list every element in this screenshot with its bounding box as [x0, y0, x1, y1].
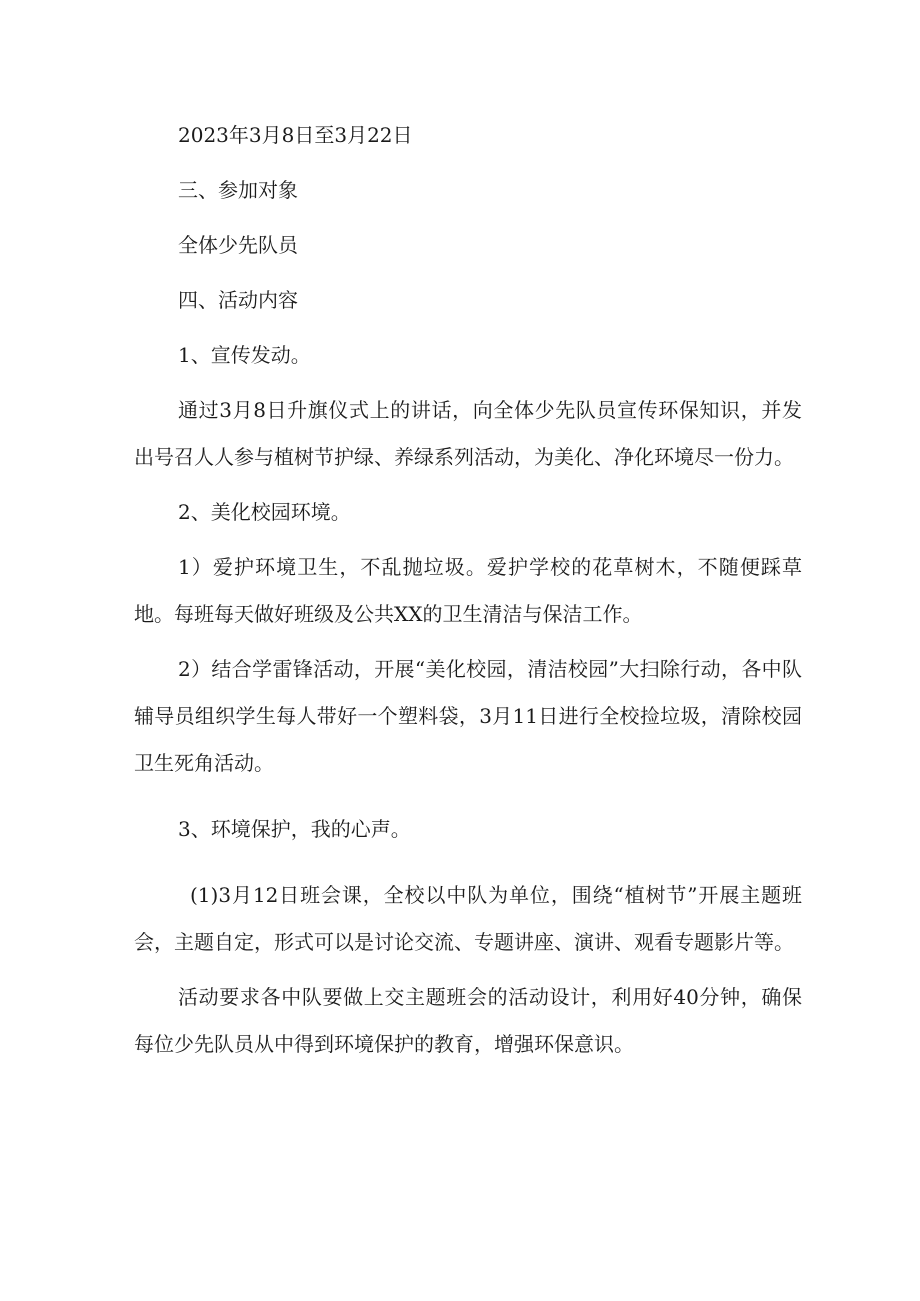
paragraph-publicity: 通过3月8日升旗仪式上的讲话，向全体少先队员宣传环保知识，并发出号召人人参与植树节护绿、养绿系列活动，为美化、净化环境尽一份力。: [134, 398, 802, 469]
paragraph-item-1: 1）爱护环境卫生，不乱抛垃圾。爱护学校的花草树木，不随便踩草地。每班每天做好班级及公共XX的卫生清洁与保洁工作。: [134, 555, 802, 626]
document-body: [134, 112, 802, 1076]
paragraph-item-2: 2）结合学雷锋活动，开展“美化校园，清洁校园”大扫除行动，各中队辅导员组织学生每人带好一个塑料袋，3月11日进行全校捡垃圾，清除校园卫生死角活动。: [134, 657, 802, 775]
participants-text: 全体少先队员: [178, 233, 298, 257]
subheading-publicity: 1、宣传发动。: [178, 343, 311, 367]
subheading-environment-voice: 3、环境保护，我的心声。: [178, 817, 411, 841]
date-range-line: 2023年3月8日至3月22日: [178, 123, 413, 147]
section-heading-activities: 四、活动内容: [178, 288, 298, 312]
paragraph-class-meeting: (1)3月12日班会课，全校以中队为单位，围绕“植树节”开展主题班会，主题自定，形式可以是讨论交流、专题讲座、演讲、观看专题影片等。: [134, 883, 802, 954]
section-heading-participants: 三、参加对象: [178, 178, 298, 202]
paragraph-requirements: 活动要求各中队要做上交主题班会的活动设计，利用好40分钟，确保每位少先队员从中得到环境保护的教育，增强环保意识。: [134, 985, 802, 1056]
subheading-campus-beautify: 2、美化校园环境。: [178, 500, 351, 524]
